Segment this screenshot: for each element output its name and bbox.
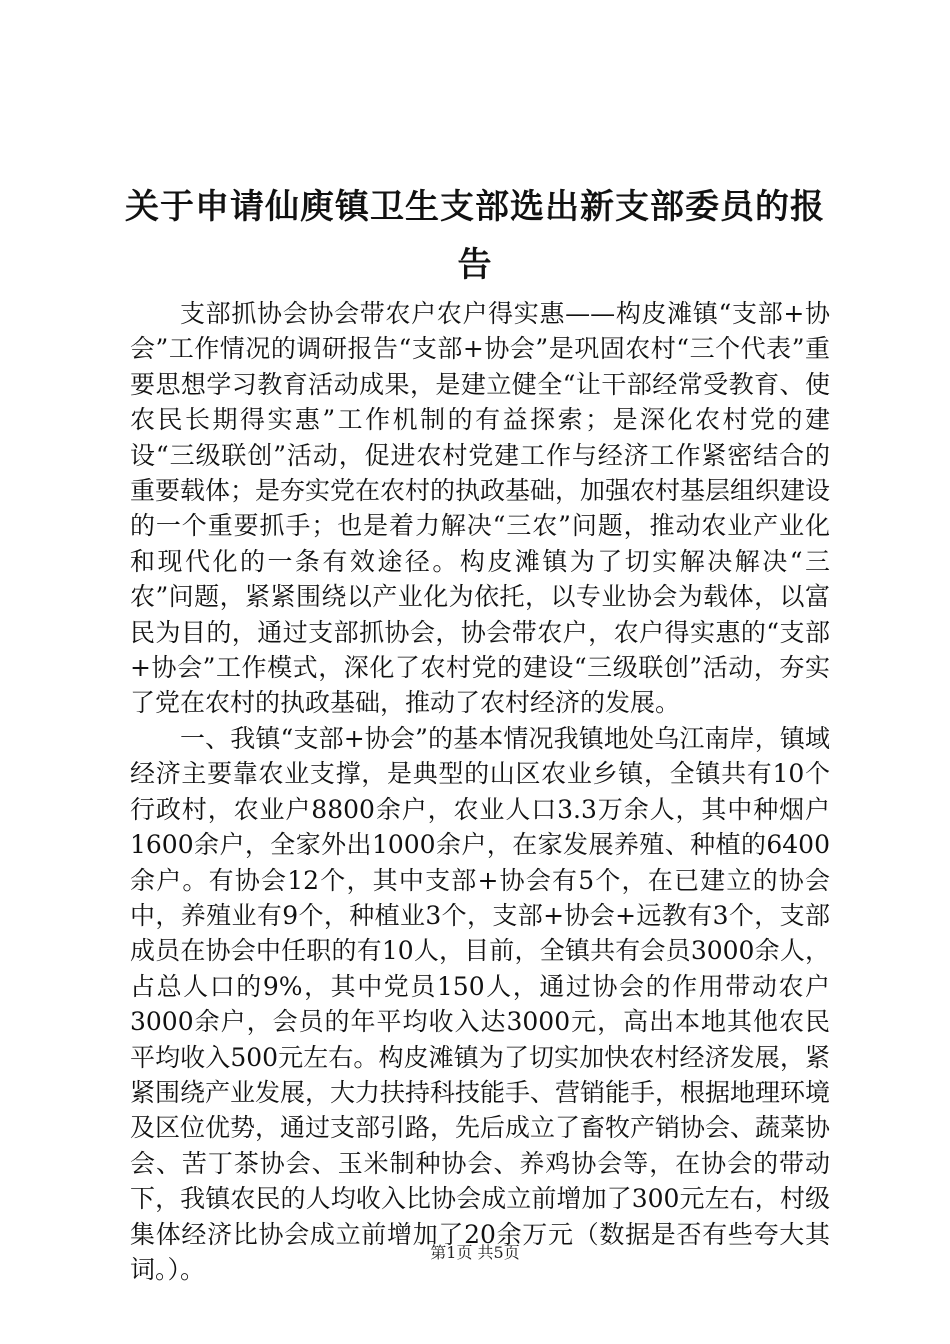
document-title: 关于申请仙庾镇卫生支部选出新支部委员的报告 [125,187,825,285]
document-body [130,296,830,1287]
page-number-footer: 第1页 共5页 [430,1243,520,1262]
paragraph-intro: 支部抓协会协会带农户农户得实惠——构皮滩镇“支部+协会”工作情况的调研报告“支部+协会”是巩固农村“三个代表”重要思想学习教育活动成果，是建立健全“让干部经常受教育、使农民长期得实惠”工作机制的有益探索；是深化农村党的建设“三级联创”活动，促进农村党建工作与经济工作紧密结合的重要载体；是夯实党在农村的执政基础，加强农村基层组织建设的一个重要抓手；也是着力解决“三农”问题，推动农业产业化和现代化的一条有效途径。构皮滩镇为了切实解决解决“三农”问题，紧紧围绕以产业化为依托，以专业协会为载体，以富民为目的，通过支部抓协会，协会带农户，农户得实惠的“支部+协会”工作模式，深化了农村党的建设“三级联创”活动，夯实了党在农村的执政基础，推动了农村经济的发展。 [130,299,831,718]
paragraph-basic-situation: 一、我镇“支部+协会”的基本情况我镇地处乌江南岸，镇域经济主要靠农业支撑，是典型的山区农业乡镇，全镇共有10个行政村，农业户8800余户，农业人口3.3万余人，其中种烟户1600余户，全家外出1000余户，在家发展养殖、种植的6400余户。有协会12个，其中支部+协会有5个，在已建立的协会中，养殖业有9个，种植业3个，支部+协会+远教有3个，支部成员在协会中任职的有10人，目前，全镇共有会员3000余人，占总人口的9%，其中党员150人，通过协会的作用带动农户3000余户，会员的年平均收入达3000元，高出本地其他农民平均收入500元左右。构皮滩镇为了切实加快农村经济发展，紧紧围绕产业发展，大力扶持科技能手、营销能手，根据地理环境及区位优势，通过支部引路，先后成立了畜牧产销协会、蔬菜协会、苦丁茶协会、玉米制种协会、养鸡协会等，在协会的带动下，我镇农民的人均收入比协会成立前增加了300元左右，村级集体经济比协会成立前增加了20余万元（数据是否有些夸大其词。）。 [130,723,831,1284]
